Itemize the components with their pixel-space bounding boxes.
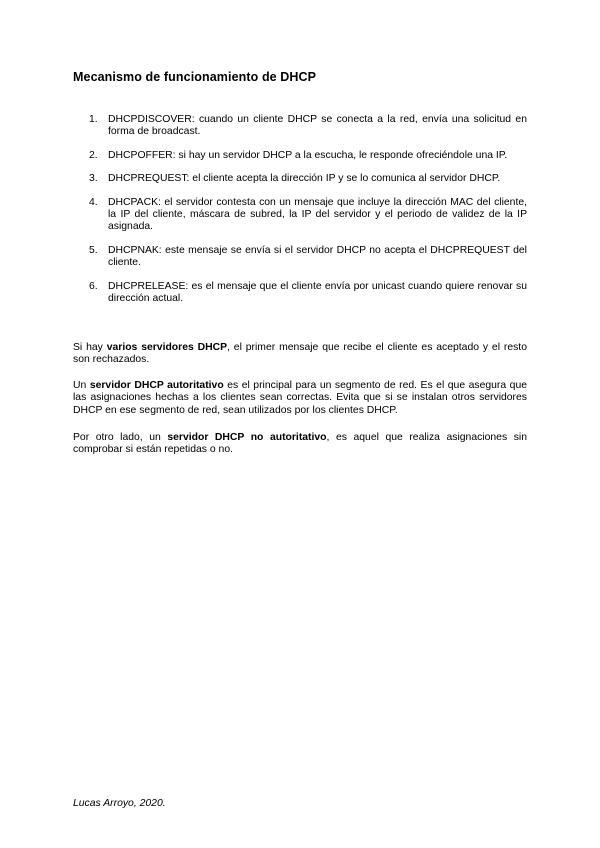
list-item-number: 6.: [89, 280, 98, 292]
paragraph-text: Si hay: [73, 342, 107, 353]
paragraph-text: Un: [73, 380, 90, 391]
list-item-text: DHCPDISCOVER: cuando un cliente DHCP se conecta a la red, envía una solicitud en forma de broadcast.: [108, 114, 527, 138]
list-item: [73, 150, 527, 162]
paragraph-text: es el principal para un segmento de red. Es el que asegura que las asignaciones hechas a los clientes sean correctas. Evita que si se instalan otros servidores DHCP en ese segmento de red, sean utilizados por los clientes DHCP.: [73, 380, 528, 416]
list-item: [73, 197, 527, 234]
paragraph-multiple-servers: [73, 342, 527, 367]
list-item-text: DHCPNAK: este mensaje se envía si el servidor DHCP no acepta el DHCPREQUEST del cliente.: [108, 244, 527, 269]
dhcp-steps-list: [73, 114, 527, 316]
paragraph-text: Por otro lado, un: [73, 432, 168, 443]
list-item: [73, 245, 527, 270]
paragraph-bold-term: varios servidores DHCP: [106, 342, 228, 353]
list-item-text: DHCPOFFER: si hay un servidor DHCP a la escucha, le responde ofreciéndole una IP.: [108, 149, 508, 161]
paragraph-non-authoritative-server: [73, 432, 527, 457]
author-footer: Lucas Arroyo, 2020.: [73, 798, 166, 809]
list-item-text: DHCPRELEASE: es el mensaje que el cliente envía por unicast cuando quiere renovar su dirección actual.: [108, 280, 527, 305]
list-item-number: 2.: [89, 149, 98, 161]
list-item-text: DHCPREQUEST: el cliente acepta la dirección IP y se lo comunica al servidor DHCP.: [108, 173, 501, 185]
list-item: [73, 114, 527, 139]
list-item-number: 1.: [89, 114, 98, 125]
list-item-number: 5.: [89, 244, 98, 256]
list-item: [73, 281, 527, 306]
paragraph-text: , el primer mensaje que recibe el cliente es aceptado y el resto son rechazados.: [73, 342, 527, 366]
paragraph-bold-term: servidor DHCP autoritativo: [89, 380, 224, 391]
document-title: Mecanismo de funcionamiento de DHCP: [73, 70, 317, 84]
list-item: [73, 173, 527, 185]
paragraph-bold-term: servidor DHCP no autoritativo: [167, 432, 327, 443]
paragraph-text: , es aquel que realiza asignaciones sin comprobar si están repetidas o no.: [73, 432, 527, 456]
list-item-text: DHCPACK: el servidor contesta con un mensaje que incluye la dirección MAC del cliente, la IP del cliente, máscara de subred, la IP del servidor y el periodo de validez de la IP asignada.: [108, 196, 527, 233]
list-item-number: 3.: [89, 173, 98, 185]
list-item-number: 4.: [89, 196, 98, 208]
paragraph-authoritative-server: [73, 380, 527, 417]
